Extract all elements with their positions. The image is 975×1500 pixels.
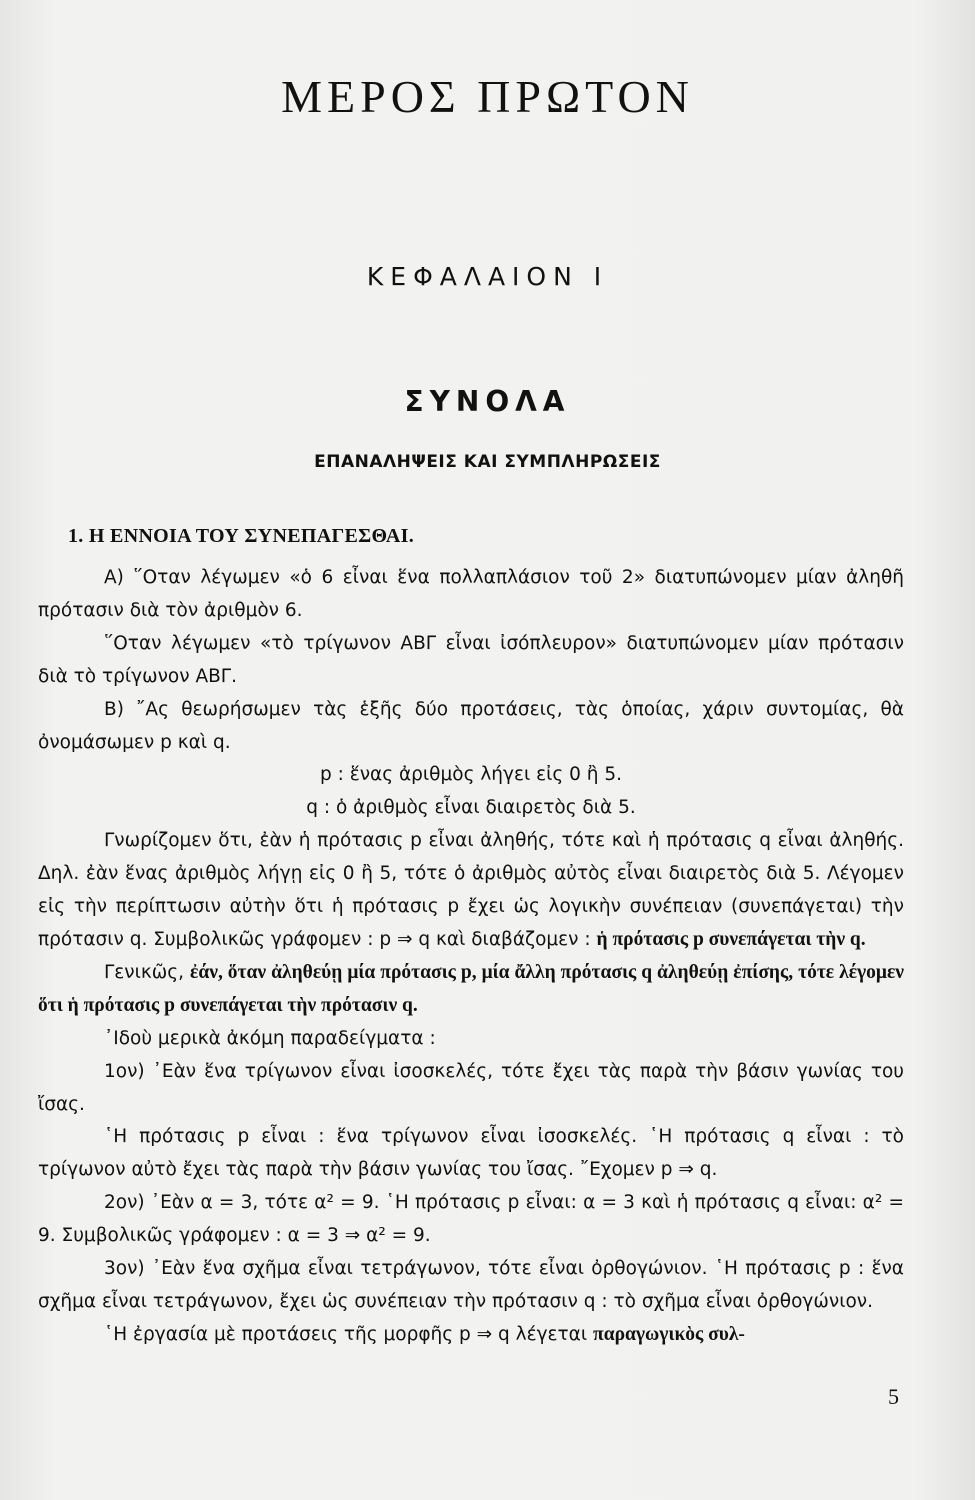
example-1-detail: ῾Η πρότασις p εἶναι : ἕνα τρίγωνον εἶναι ἰσοσκελές. ῾Η πρότασις q εἶναι : τὸ τρίγωνον αὐτὸ ἔχει τὰς παρὰ τὴν βάσιν γωνίας του ἴσας. ῎Εχομεν p ⇒ q. <box>38 1126 904 1181</box>
last-bold: παραγωγικὸς συλ- <box>593 1323 745 1345</box>
paragraph-a1: Α) ῞Οταν λέγωμεν «ὁ 6 εἶναι ἕνα πολλαπλάσιον τοῦ 2» διατυπώνομεν μίαν ἀληθῆ πρότασιν διὰ τὸν ἀριθμὸν 6. <box>38 567 904 621</box>
chapter-title: ΚΕΦΑΛΑΙΟΝ Ι <box>366 262 609 291</box>
examples-intro: ᾿Ιδοὺ μερικὰ ἀκόμη παραδείγματα : <box>104 1027 436 1049</box>
part-title: ΜΕΡΟΣ ΠΡΩΤΟΝ <box>281 71 694 122</box>
known-text: Γνωρίζομεν ὅτι, ἐὰν ἡ πρότασις p εἶναι ἀληθής, τότε καὶ ἡ πρότασις q εἶναι ἀληθής. Δηλ. ἐὰν ἕνας ἀριθμὸς λήγῃ εἰς 0 ἢ 5, τότε ὁ ἀριθμὸς αὐτὸς εἶναι διαιρετὸς διὰ 5. Λέγομεν εἰς τὴν περίπτωσιν αὐτὴν ὅτι ἡ πρότασις p ἔχει ὡς λογικὴν συνέπειαν (συνεπάγεται) τὴν πρότασιν q. Συμβολικῶς γράφομεν : p ⇒ q καὶ διαβάζομεν : <box>38 830 904 950</box>
page-number: 5 <box>888 1384 899 1409</box>
paragraph-known <box>38 825 904 957</box>
example-2: 2ον) ᾿Εὰν α = 3, τότε α² = 9. ῾Η πρότασις p εἶναι: α = 3 καὶ ἡ πρότασις q εἶναι: α² = 9. Συμβολικῶς γράφομεν : α = 3 ⇒ α² = 9. <box>38 1192 904 1247</box>
paragraph-last <box>38 1319 904 1352</box>
definition-q: q : ὁ ἀριθμὸς εἶναι διαιρετὸς διὰ 5. <box>306 797 636 819</box>
chapter-subject: ΣΥΝΟΛΑ <box>404 385 571 418</box>
example-1: 1ον) ᾿Εὰν ἕνα τρίγωνον εἶναι ἰσοσκελές, τότε ἔχει τὰς παρὰ τὴν βάσιν γωνίας του ἴσας. <box>38 1060 904 1115</box>
general-lead: Γενικῶς, <box>104 961 185 983</box>
definition-p: p : ἕνας ἀριθμὸς λήγει εἰς 0 ἢ 5. <box>319 764 623 786</box>
known-bold: ἡ πρότασις p συνεπάγεται τὴν q. <box>596 928 866 950</box>
section-heading: 1. Η ΕΝΝΟΙΑ ΤΟΥ ΣΥΝΕΠΑΓΕΣΘΑΙ. <box>68 525 415 547</box>
paragraph-general <box>38 957 904 1023</box>
paragraph-a2: ῞Οταν λέγωμεν «τὸ τρίγωνον ΑΒΓ εἶναι ἰσόπλευρον» διατυπώνομεν μίαν πρότασιν διὰ τὸ τρίγωνον ΑΒΓ. <box>38 632 904 687</box>
last-text: ῾Η ἐργασία μὲ προτάσεις τῆς μορφῆς p ⇒ q λέγεται <box>104 1323 588 1345</box>
general-bold: ἐάν, ὅταν ἀληθεύῃ μία πρότασις p, μία ἄλλη πρότασις q ἀληθεύῃ ἐπίσης, τότε λέγομεν ὅτι ἡ πρότασις p συνεπάγεται τὴν πρότασιν q. <box>38 961 904 1016</box>
body-text <box>38 562 904 1352</box>
example-3: 3ον) ᾿Εὰν ἕνα σχῆμα εἶναι τετράγωνον, τότε εἶναι ὀρθογώνιον. ῾Η πρότασις p : ἕνα σχῆμα εἶναι τετράγωνον, ἔχει ὡς συνέπειαν τὴν πρότασιν q : τὸ σχῆμα εἶναι ὀρθογώνιον. <box>38 1258 904 1312</box>
chapter-subtitle: ΕΠΑΝΑΛΗΨΕΙΣ ΚΑΙ ΣΥΜΠΛΗΡΩΣΕΙΣ <box>314 452 661 472</box>
paragraph-b1: Β) ῎Ας θεωρήσωμεν τὰς ἑξῆς δύο προτάσεις, τὰς ὁποίας, χάριν συντομίας, θὰ ὀνομάσωμεν p καὶ q. <box>38 698 904 753</box>
